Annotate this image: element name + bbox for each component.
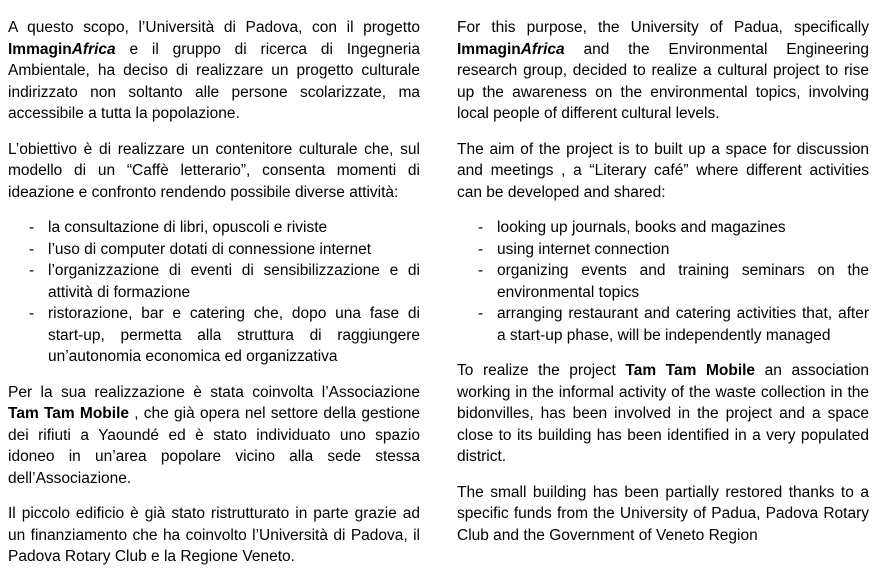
english-p3-rest: an association working in the informal activity of the waste collection in the bidonvilles, has been involved in the project and a space close to its building has been identified in a very populated district. bbox=[457, 362, 869, 465]
list-item-text: organizing events and training seminars on the environmental topics bbox=[497, 262, 869, 301]
english-paragraph-1 bbox=[457, 17, 869, 125]
english-paragraph-4: The small building has been partially restored thanks to a specific funds from the University of Padua, Padova Rotary Club and the Government of Veneto Region bbox=[457, 483, 869, 544]
italian-column bbox=[8, 17, 420, 582]
tam-tam-mobile-name: Tam Tam Mobile bbox=[625, 362, 756, 379]
english-paragraph-3 bbox=[457, 360, 869, 468]
list-item bbox=[457, 217, 869, 239]
list-item bbox=[457, 303, 869, 346]
list-item-text: using internet connection bbox=[497, 240, 670, 258]
italian-activity-list bbox=[8, 217, 420, 368]
english-column bbox=[457, 17, 869, 560]
list-item bbox=[8, 303, 420, 368]
immaginafrica-brand bbox=[8, 41, 116, 58]
list-dash: - bbox=[29, 305, 35, 322]
brand-part-immagin: Immagin bbox=[8, 40, 72, 58]
list-dash: - bbox=[478, 219, 484, 236]
english-p3-intro: To realize the project bbox=[457, 362, 626, 379]
list-item-text: ristorazione, bar e catering che, dopo una fase di start-up, permetta alla struttura di raggiungere un’autonomia economica ed organizzativa bbox=[48, 305, 420, 365]
english-p1-rest: and the Environmental Engineering research group, decided to realize a cultural project to rise up the awareness on the environmental topics, involving local people of different cultural levels. bbox=[457, 40, 869, 122]
list-item-text: looking up journals, books and magazines bbox=[497, 219, 786, 236]
list-item bbox=[457, 260, 869, 303]
italian-paragraph-2: L’obiettivo è di realizzare un contenitore culturale che, sul modello di un “Caffè letterario”, consenta momenti di ideazione e confronto rendendo possibile diverse attività: bbox=[8, 140, 420, 201]
brand-part-africa: Africa bbox=[71, 40, 116, 58]
list-item bbox=[8, 217, 420, 239]
italian-paragraph-4: Il piccolo edificio è già stato ristrutturato in parte grazie ad un finanziamento che ha coinvolto l’Università di Padova, il Padova Rotary Club e la Regione Veneto. bbox=[8, 505, 420, 565]
list-item bbox=[8, 239, 420, 261]
brand-part-immagin: Immagin bbox=[457, 40, 521, 58]
list-dash: - bbox=[478, 262, 484, 279]
immaginafrica-brand bbox=[457, 41, 565, 58]
italian-p3-intro: Per la sua realizzazione è stata coinvolta l’Associazione bbox=[8, 383, 420, 401]
english-paragraph-2: The aim of the project is to built up a space for discussion and meetings , a “Literary café” where different activities can be developed and shared: bbox=[457, 140, 869, 201]
list-dash: - bbox=[478, 305, 484, 322]
italian-p1-rest: e il gruppo di ricerca di Ingegneria Ambientale, ha deciso di realizzare un progetto culturale indirizzato non soltanto alle persone scolarizzate, ma accessibile a tutta la popolazione. bbox=[8, 40, 420, 122]
tam-tam-mobile-name: Tam Tam Mobile bbox=[8, 405, 130, 422]
english-p1-intro: For this purpose, the University of Padua, specifically bbox=[457, 19, 869, 36]
list-dash: - bbox=[29, 262, 35, 279]
list-item-text: l’uso di computer dotati di connessione internet bbox=[48, 240, 372, 258]
list-dash: - bbox=[478, 240, 484, 258]
list-item-text: l’organizzazione di eventi di sensibilizzazione e di attività di formazione bbox=[48, 262, 420, 301]
list-dash: - bbox=[29, 219, 35, 236]
italian-p1-intro: A questo scopo, l’Università di Padova, con il progetto bbox=[8, 19, 420, 36]
list-dash: - bbox=[29, 240, 35, 258]
list-item bbox=[457, 239, 869, 261]
english-activity-list bbox=[457, 217, 869, 346]
brand-part-africa: Africa bbox=[520, 40, 565, 58]
italian-paragraph-3 bbox=[8, 382, 420, 490]
italian-p3-rest: , che già opera nel settore della gestione dei rifiuti a Yaoundé ed è stato individuato uno spazio idoneo in un’area popolare vicino alla sede stessa dell’Associazione. bbox=[8, 405, 420, 487]
list-item bbox=[8, 260, 420, 303]
italian-paragraph-1 bbox=[8, 17, 420, 125]
list-item-text: arranging restaurant and catering activities that, after a start-up phase, will be independently managed bbox=[497, 305, 869, 344]
list-item-text: la consultazione di libri, opuscoli e riviste bbox=[48, 219, 328, 236]
